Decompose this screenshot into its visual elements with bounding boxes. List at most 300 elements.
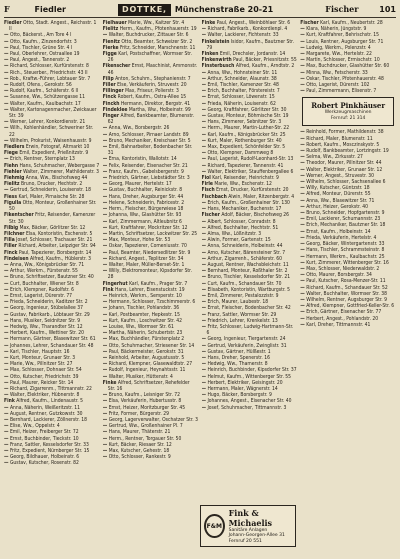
entry-details: Martin, Schlosser, Ermischstr. 10 xyxy=(306,57,380,64)
advert-pinkhaeuser-name: Robert Pinkhäuser xyxy=(311,101,386,111)
entry-surname: — xyxy=(102,435,108,442)
entry-details: Bruno, Mechaniker, Kreischaer Str. 5 xyxy=(108,137,191,144)
entry-surname: Findeklee xyxy=(102,106,128,113)
entry-details: Friedrich, Gärtner, Liebstädter Str. 3 xyxy=(108,175,190,182)
entry-surname: — xyxy=(201,168,206,175)
entry-surname: Fink xyxy=(4,398,15,405)
entry-surname: Fiedler xyxy=(4,20,22,26)
entry-details: Walter, Kaufm., Kaulbachstr. 17 xyxy=(9,100,81,107)
entry-surname: — xyxy=(102,125,108,132)
entry-details: August, Rentner, Wachsbleichstr. 11 xyxy=(207,261,289,268)
entry-surname: — xyxy=(300,241,305,248)
entry-surname: Fingerhut xyxy=(102,280,128,287)
entry-details: Arthur, Zigarrenh., Schäferstr. 60 xyxy=(207,255,282,262)
entry-details: Gustav, Monteur, Böhmische Str. 19 xyxy=(207,113,289,120)
entry-surname: — xyxy=(4,441,9,448)
entry-details: Walter, Buchhalter, Wormser Str. 38 xyxy=(306,290,387,297)
entry-details: Hedwig, Ww., Thamerstr. 8 xyxy=(207,361,268,368)
entry-surname: — xyxy=(300,148,305,155)
entry-details: Karl, Postschaffner, Wormser Str. 26 xyxy=(107,51,192,64)
entry-details: Georg, Ingenieur, Stübelallee 37 xyxy=(9,305,83,312)
entry-details: Gustav, Buchhalter, Reinickstr. 8 xyxy=(108,187,183,194)
entry-surname: — xyxy=(4,336,9,343)
entry-surname: — xyxy=(4,261,9,268)
entry-surname: Finck xyxy=(102,94,117,101)
header-advert-address: Münchenstraße 20-21 xyxy=(174,4,274,14)
page-header xyxy=(4,2,396,17)
entry-surname: — xyxy=(300,51,305,58)
entry-details: Hermann, Gärtner, Blasewitzer Str. 61 xyxy=(9,336,96,343)
header-first-name: Fiedler xyxy=(34,5,66,14)
entry-details: Johanna, Ww., Glashütter Str. 93 xyxy=(108,212,182,219)
entry-surname: — xyxy=(102,305,108,312)
entry-details: Heinrich, Werkm., Semperstr. 10 xyxy=(108,292,182,299)
entry-surname: Filchner xyxy=(4,230,25,237)
entry-details: Alwin, Former, Gartenstr. 15 xyxy=(207,237,271,244)
entry-details: Gustav, Fabrikarb., Löbtauer Str. 29 xyxy=(9,311,90,318)
entry-surname: — xyxy=(102,336,108,343)
entry-surname: Fisch xyxy=(201,187,215,194)
directory-column-3 xyxy=(202,20,298,555)
entry-details: Herm., Fleischer, Bürgerwiese 18 xyxy=(108,206,184,213)
entry-surname: — xyxy=(102,404,108,411)
entry-details: Otto, Maurer, Borsbergstr. 34 xyxy=(306,272,372,279)
header-advert-chip: DOTTKE, xyxy=(118,4,171,16)
entry-surname: — xyxy=(4,305,9,312)
entry-details: Hans, Maurer, Thäterstr. 21 xyxy=(108,429,171,436)
entry-details: Emil, Drechsler, Jordanstr. 14 xyxy=(219,51,286,58)
directory-column-4-top xyxy=(300,20,396,94)
entry-surname: Filbig xyxy=(4,224,19,231)
entry-surname: — xyxy=(102,268,108,275)
entry-surname: — xyxy=(201,367,206,374)
directory-entry xyxy=(4,107,100,119)
entry-details: Marie, Ww., Eschenstr. 12 xyxy=(214,181,272,188)
entry-surname: — xyxy=(102,392,108,399)
entry-details: Alwin, Maler, Ritzenbergstr. 4 xyxy=(228,193,295,200)
entry-surname: — xyxy=(201,342,206,349)
entry-details: Werner, Lehrer, Konkordienstr. 21 xyxy=(9,119,86,126)
entry-surname: — xyxy=(300,315,305,322)
entry-surname: — xyxy=(102,237,108,244)
entry-details: Paul, Kutscher, Rosa-Menzer-Str. 11 xyxy=(306,278,386,285)
entry-surname: — xyxy=(201,150,206,157)
entry-details: Hans, Dreher, Spenerstr. 16 xyxy=(207,354,270,361)
entry-details: Robert, Kaufm., Ostra-Allee 15 xyxy=(117,94,187,101)
entry-details: Wilhelm, Schlosser, Sachsenallee 6 xyxy=(306,179,386,186)
entry-details: Hermann, Direktor, Bergstr. 41 xyxy=(120,100,191,107)
entry-details: Ludwig, Werkm., Polenzstr. 4 xyxy=(306,44,371,51)
entry-details: Johannes, Angest., Eisenacher Str. 40 xyxy=(207,398,292,405)
entry-details: Wilhelm, Prokurist, Waisenhausstr. 9 xyxy=(9,137,92,144)
entry-details: Elise, Ww., Oppelstr. 4 xyxy=(9,423,60,430)
entry-surname: — xyxy=(102,218,108,225)
entry-details: Karl, Dreher, Tittmannstr. 41 xyxy=(306,321,371,328)
entry-details: Alfred, Kaufm., Arndtstr. 2 xyxy=(235,63,295,70)
entry-surname: — xyxy=(300,265,305,272)
entry-details: Otto, Schlosser, Rankestr. 9 xyxy=(108,454,171,461)
entry-details: Josef, Schlosser, Trachauer Str. 21 xyxy=(16,237,93,244)
entry-details: Hermann, Schlosser, Tzschimmerstr. 6 xyxy=(108,299,196,306)
entry-surname: Fielhauer xyxy=(102,20,127,26)
entry-details: Kurt, Maler, Rothenburger Str. 40 xyxy=(207,137,282,144)
entry-surname: — xyxy=(102,224,108,231)
entry-surname: — xyxy=(4,32,9,39)
entry-details: Martha, Ww., Holbeinstr. 99 xyxy=(128,106,191,113)
directory-entry xyxy=(300,322,396,328)
entry-details: Hans, Schuhmacher, Webergasse 7 xyxy=(19,162,100,169)
entry-details: Erich, Mechaniker, Bautzner Str. 18 xyxy=(306,222,386,229)
entry-surname: Fiehn xyxy=(4,162,19,169)
entry-surname: — xyxy=(102,144,108,151)
entry-surname: — xyxy=(4,429,9,436)
directory-column-4-bottom xyxy=(300,129,396,328)
entry-details: Richard, Tapezierer, Tannenstr. 41 xyxy=(207,162,284,169)
entry-surname: — xyxy=(102,193,108,200)
entry-details: Frieda, Verkäuferin, Hertelstr. 4 xyxy=(306,234,377,241)
entry-details: Gustav, Kutscher, Rosenstr. 82 xyxy=(9,460,79,467)
entry-surname: — xyxy=(201,113,206,120)
entry-surname: — xyxy=(102,199,108,206)
entry-details: Richard, Maler, Blumenstr. 11 xyxy=(306,135,373,142)
entry-details: Hugo, Bäcker, Borsbergstr. 9 xyxy=(207,392,272,399)
entry-surname: — xyxy=(201,361,206,368)
entry-surname: — xyxy=(201,379,206,386)
entry-details: Max, Expedient, Schönfelder Str. 5 xyxy=(207,144,286,151)
entry-details: Erich, Kaufm., Großenhainer Str. 130 xyxy=(207,199,290,206)
entry-details: Alfred, Kaufm., Lindenaustr. 5 xyxy=(16,398,84,405)
entry-details: Fritz, Former, Bürgerstr. 29 xyxy=(108,410,170,417)
entry-surname: — xyxy=(201,82,206,89)
entry-details: Max, Buchhändler, Fürstenplatz 2 xyxy=(108,336,185,343)
entry-surname: — xyxy=(102,156,108,163)
entry-details: Gertrud, Verkäuferin, Zwinglistr. 31 xyxy=(207,342,287,349)
entry-surname: — xyxy=(201,144,206,151)
entry-details: Kurt, Kraftfahrer, Behrischstr. 15 xyxy=(306,32,379,39)
entry-surname: — xyxy=(102,342,108,349)
entry-details: Adolf, Bäcker, Bischofsweg 26 xyxy=(221,212,290,219)
header-advert xyxy=(118,4,273,16)
entry-surname: — xyxy=(102,373,108,380)
entry-surname: — xyxy=(201,199,206,206)
entry-surname: — xyxy=(300,172,305,179)
entry-details: Georg, Maurer, Hertelstr. 17 xyxy=(108,181,172,188)
entry-details: Max, Schlosser, Dohnaer Str. 54 xyxy=(9,367,82,374)
entry-surname: Fiehmig xyxy=(4,175,25,182)
entry-details: Ernst, Buchbinder, Tieckstr. 10 xyxy=(9,435,79,442)
advert-fink-line2: Johann-Georgen-Allee 31 xyxy=(228,533,285,539)
entry-details: Alfred, Klempner, Gottfried-Keller-Str. 6 xyxy=(306,303,395,310)
entry-details: Ernst, Heizer, Moritzburger Str. 45 xyxy=(108,404,186,411)
entry-details: Martin, Schriftsetzer, Lockwitzer Str. 25 xyxy=(108,230,198,237)
entry-details: Bruno, Schriftsetzer, Bautzner Str. 40 xyxy=(9,274,94,281)
entry-surname: — xyxy=(201,373,206,380)
entry-details: Emil, Zimmerer, Pestalozzistr. 9 xyxy=(207,292,279,299)
entry-surname: — xyxy=(201,292,206,299)
entry-details: Hans, Lehrer, Eisenstuckstr. 19 xyxy=(115,286,185,293)
directory-entry xyxy=(4,212,100,224)
entry-surname: — xyxy=(201,206,206,213)
entry-details: Max, Bäcker, Görlitzer Str. 12 xyxy=(19,224,86,231)
entry-surname: — xyxy=(102,317,108,324)
entry-details: Curt, Kaufm., Schandauer Str. 70 xyxy=(207,280,282,287)
entry-details: Herbert, Angest., Pohlandstr. 20 xyxy=(306,315,379,322)
entry-surname: — xyxy=(102,354,108,361)
directory-entry xyxy=(4,460,100,466)
entry-details: Walter, Zimmerer, Mathildenstr. 3 xyxy=(23,168,100,175)
entry-surname: — xyxy=(300,216,305,223)
entry-surname: — xyxy=(4,187,9,194)
entry-details: Walter, Kartonagenmacher, Zwickauer Str. 39 xyxy=(9,106,97,120)
entry-surname: Fiehler xyxy=(4,168,22,175)
entry-details: August, Rentner, Gutzkowstr. 30 xyxy=(9,410,83,417)
entry-surname: — xyxy=(300,75,305,82)
entry-details: Bernhard, Lackierer, Zöllnerstr. 18 xyxy=(9,417,87,423)
entry-surname: — xyxy=(300,88,305,95)
entry-surname: — xyxy=(102,448,108,455)
advert-pinkhaeuser-line2: Fernruf: 21 314 xyxy=(330,116,366,122)
entry-details: Hans, Zimmerer, Sebnitzer Str. 3 xyxy=(207,119,282,126)
entry-details: Margarete, Ww., Hertelstr. 22 xyxy=(306,51,372,58)
entry-surname: Finckh xyxy=(102,100,120,107)
entry-surname: — xyxy=(300,160,305,167)
entry-surname: Filip xyxy=(102,75,114,82)
entry-details: Frieda, Schneiderin, Kaditzer Str. 2 xyxy=(9,299,88,306)
header-letter: F xyxy=(4,4,10,14)
entry-surname: — xyxy=(201,162,206,169)
entry-surname: — xyxy=(201,274,206,281)
entry-surname: — xyxy=(201,336,206,343)
entry-details: Karl, Reisender, Heinrichstr. 9 xyxy=(212,175,279,182)
entry-details: Rudolf, Ingenieur, Heynahtsstr. 11 xyxy=(108,367,186,374)
entry-details: Anna, Näherin, Weißeritzstr. 11 xyxy=(9,404,80,411)
entry-details: Otto, Beamter, Schweizer Str. 2 xyxy=(121,38,193,45)
entry-surname: — xyxy=(201,119,206,126)
entry-surname: Fiol xyxy=(201,175,211,182)
entry-surname: Finken xyxy=(201,51,219,58)
directory-entry xyxy=(103,380,199,392)
entry-surname: — xyxy=(4,280,9,287)
entry-surname: — xyxy=(201,106,206,113)
entry-details: Louise, Ww., Wormser Str. 61 xyxy=(108,323,174,330)
entry-details: Oskar, Tapezierer, Comeniusstr. 70 xyxy=(108,243,187,250)
entry-surname: — xyxy=(102,137,108,144)
entry-surname: — xyxy=(300,38,305,45)
entry-surname: Finsterbusch xyxy=(201,63,235,70)
entry-details: Ernst, Drucker, Kurfürstenstr. 20 xyxy=(216,187,289,194)
entry-details: Reinhold, Arbeiter, Augustusstr. 5 xyxy=(108,354,185,361)
entry-details: Erna, Kontoristin, Wallotstr. 14 xyxy=(108,156,177,163)
entry-details: Herbert, Kaufm., Wettiner Str. 20 xyxy=(9,330,84,337)
entry-details: Ernst, Maschinist, Ammonstr. 46 xyxy=(107,63,198,76)
entry-details: Isidor, Kaufm., Bautzner Str. 79 xyxy=(206,38,294,51)
entry-surname: Fiege xyxy=(4,150,18,157)
entry-surname: — xyxy=(4,361,9,368)
entry-details: Paul, Bäcker, Priesnitzstr. 55 xyxy=(233,57,297,64)
entry-surname: — xyxy=(201,100,206,107)
entry-details: Wilh., Kohlenhändler, Schweriner Str. 22 xyxy=(9,125,94,138)
entry-details: Richard, Zigarrenm., Tittmannstr. 22 xyxy=(9,385,92,392)
entry-details: Fritz, Schlosser, Ludwig-Hartmann-Str. 6 xyxy=(206,323,294,337)
entry-details: Gertrud, Ww., Großenhainer Pl. 7 xyxy=(108,423,183,430)
entry-details: Minna, Ww., Fetscherstr. 33 xyxy=(306,69,368,76)
entry-details: Walter, Elektriker, Stauffenbergallee 6 xyxy=(207,168,294,175)
entry-details: Georg, Kraftfahrer, Görlitzer Str. 30 xyxy=(207,106,287,113)
advert-pinkhaeuser-line1: Werkzeugmaschinen xyxy=(324,110,372,116)
entry-surname: — xyxy=(201,88,206,95)
entry-details: Wilhelm, Rentner, Augsburger Str. 9 xyxy=(306,296,387,303)
entry-details: Erich, Maurer, Laubestr. 18 xyxy=(207,299,269,306)
entry-details: Albert, Schlosser, Conradstr. 8 xyxy=(207,218,276,225)
entry-details: Arno, Kutscher, Bärensteiner Str. 7 xyxy=(207,249,286,256)
entry-details: Otto, Lagerist, Dürerstr. 102 xyxy=(306,82,370,89)
entry-surname: — xyxy=(102,367,108,374)
entry-surname: — xyxy=(102,206,108,213)
entry-details: Otto, Stadt. Angest., Reichsstr. 1 II xyxy=(9,20,97,33)
entry-details: Max, Buchdrucker, Glashütter Str. 60 xyxy=(306,63,390,70)
entry-details: Oskar, Tischler, Pfotenhauerstr. 48 xyxy=(306,75,384,82)
entry-details: Hedwig, Ww., Tharandter Str. 12 xyxy=(9,323,83,330)
entry-surname: — xyxy=(102,212,108,219)
directory-entry xyxy=(103,144,199,156)
directory-entry xyxy=(103,454,199,460)
entry-details: Paul, Oberlehrer, Ostraallee 19 xyxy=(9,51,80,58)
entry-surname: — xyxy=(201,280,206,287)
entry-details: Gertrud, Schneiderin, Louisenstr. 18 xyxy=(9,187,92,194)
entry-surname: Finkelstein xyxy=(201,38,230,45)
page-number: 101 xyxy=(379,5,396,14)
entry-surname: — xyxy=(102,162,108,169)
entry-details: Otto, Kaufm., Zinzendorfstr. 3 xyxy=(9,38,77,45)
entry-details: Fritz, Expedient, Nürnberger Str. 15 xyxy=(9,448,90,455)
entry-surname: — xyxy=(4,342,9,349)
entry-surname: — xyxy=(201,69,206,76)
entry-surname: — xyxy=(102,323,108,330)
entry-surname: — xyxy=(300,309,305,316)
entry-details: Rudolf, Kaufm., Schäferstr. 6 II xyxy=(9,88,79,95)
entry-surname: — xyxy=(201,137,206,144)
entry-surname: Fienitz xyxy=(102,38,120,45)
entry-surname: — xyxy=(300,284,305,291)
entry-surname: — xyxy=(4,75,9,82)
entry-surname: — xyxy=(4,317,9,324)
entry-surname: — xyxy=(102,398,108,405)
entry-surname: — xyxy=(300,26,305,33)
entry-surname: — xyxy=(300,210,305,217)
entry-surname: — xyxy=(4,373,9,380)
directory-entry xyxy=(103,113,199,125)
entry-surname: — xyxy=(4,379,9,386)
entry-details: Karl, Maler, Pirnaische Str. 28 xyxy=(18,193,85,200)
entry-surname: Firle xyxy=(201,181,213,188)
entry-surname: — xyxy=(102,441,108,448)
entry-details: Alfred, Monteur, Dürerstr. 55 xyxy=(306,191,371,198)
entry-details: Curt, Buchhalter, Wiener Str. 8 xyxy=(9,280,79,287)
entry-details: Richard, Arbeiter, Leipziger Str. 94 xyxy=(18,243,96,250)
entry-surname: Fillinger xyxy=(102,88,124,95)
entry-surname: Fink xyxy=(102,286,114,293)
entry-surname: — xyxy=(102,410,108,417)
entry-surname: — xyxy=(201,317,206,324)
entry-surname: — xyxy=(4,448,9,455)
entry-surname: Fierke xyxy=(102,44,119,51)
entry-details: Hans, Tischler, Schrammsteinstr. 8 xyxy=(306,247,385,254)
entry-surname: — xyxy=(102,348,108,355)
entry-details: Anna, Ww., Blasewitzer Str. 71 xyxy=(306,197,375,204)
entry-details: Richard, Klempner, Glasewaldtstr. 27 xyxy=(108,361,193,368)
entry-surname: — xyxy=(300,129,305,136)
entry-details: Marie, Ww., Kaitzer Str. 4 xyxy=(128,20,185,26)
entry-details: Max, Monteur, Hohe Str. 53 xyxy=(108,237,171,244)
entry-surname: — xyxy=(4,106,9,113)
entry-details: Paul, Angest., Weinböhlaer Str. 6 xyxy=(216,20,291,26)
entry-details: Emil, Bahnarbeiter, Bodenbacher Str. 31 xyxy=(107,144,193,157)
entry-surname: — xyxy=(300,222,305,229)
entry-surname: — xyxy=(102,417,108,423)
entry-surname: — xyxy=(4,156,9,163)
entry-surname: — xyxy=(4,435,9,442)
entry-surname: — xyxy=(102,243,108,250)
entry-surname: Figulla xyxy=(4,199,22,206)
entry-surname: Filler xyxy=(102,82,116,89)
entry-details: Ernst, Kaufm., Holbeinstr. 14 xyxy=(306,228,371,235)
entry-surname: — xyxy=(4,410,9,417)
entry-details: Paul, Beamter, Niedersedlitzer Str. 9 xyxy=(108,249,191,256)
entry-surname: — xyxy=(4,57,9,64)
directory-entry xyxy=(103,268,199,280)
entry-surname: — xyxy=(201,75,206,82)
entry-surname: — xyxy=(300,247,305,254)
entry-details: Susanne, Ww., Schützengasse 11 xyxy=(9,94,86,101)
entry-surname: — xyxy=(4,299,9,306)
entry-surname: — xyxy=(201,131,206,138)
entry-surname: — xyxy=(201,94,206,101)
entry-details: Ernst, Lagerist, Dürerstr. 77 xyxy=(9,292,73,299)
entry-surname: — xyxy=(201,354,206,361)
entry-surname: — xyxy=(300,166,305,173)
entry-surname: Fiedlers xyxy=(4,144,25,151)
entry-details: Hermann, Werkm., Kaulbachstr. 25 xyxy=(306,253,385,260)
entry-surname: — xyxy=(300,82,305,89)
entry-details: Anna, Schneiderin, Holbeinstr. 44 xyxy=(207,243,283,250)
directory-entry xyxy=(202,405,298,411)
entry-details: Anna, Ww., Hohnsteiner Str. 11 xyxy=(207,69,278,76)
entry-surname: — xyxy=(102,361,108,368)
entry-surname: — xyxy=(4,367,9,374)
entry-surname: — xyxy=(201,385,206,392)
entry-details: Franz, Sattler, Wormser Str. 29 xyxy=(207,311,277,318)
directory-entry xyxy=(4,125,100,137)
entry-details: Werner, Angest., Struvestr. 30 xyxy=(306,172,374,179)
entry-surname: — xyxy=(4,274,9,281)
entry-surname: — xyxy=(4,454,9,461)
entry-surname: Fikenscher xyxy=(102,63,131,70)
entry-surname: — xyxy=(4,38,9,45)
entry-details: Reinhold, Former, Mathildenstr. 38 xyxy=(306,129,384,136)
entry-surname: Fikentscher xyxy=(4,212,34,219)
entry-surname: — xyxy=(300,278,305,285)
entry-surname: Finke xyxy=(102,379,117,386)
entry-details: Elsa, Verkäuferin, Hubertusstr. 8 xyxy=(108,398,182,405)
entry-surname: Fischer xyxy=(300,20,319,26)
entry-surname: — xyxy=(4,286,9,293)
entry-surname: — xyxy=(201,286,206,293)
entry-details: Arthur, Schneider, Alaunstr. 38 xyxy=(207,75,277,82)
entry-surname: — xyxy=(102,454,108,461)
entry-details: Georg, Bildhauer, Holbeinstr. 6 xyxy=(9,454,80,461)
entry-details: Bernhard, Monteur, Roßthaler Str. 2 xyxy=(207,268,288,275)
header-left xyxy=(4,5,66,14)
